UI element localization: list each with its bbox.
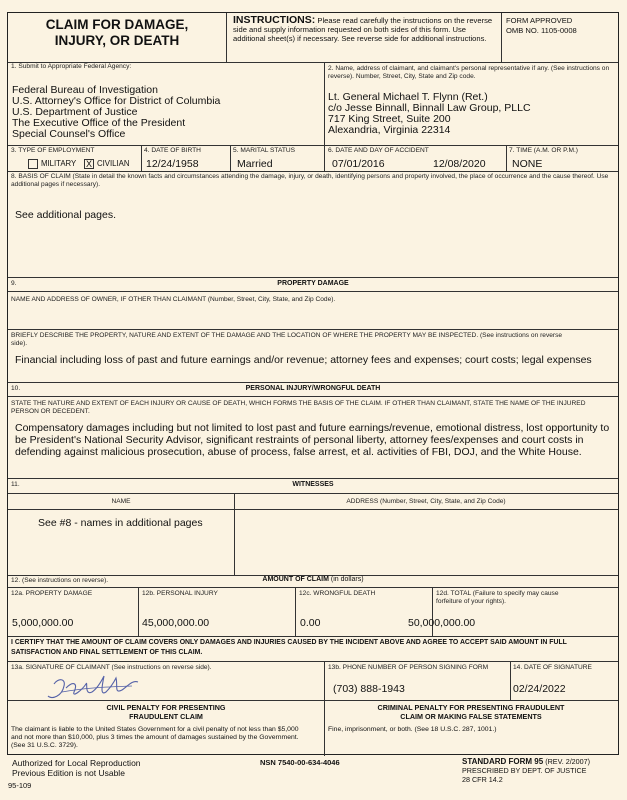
total-amount: 50,000,000.00 xyxy=(408,617,476,629)
property-damage-amount: 5,000,000.00 xyxy=(12,617,74,629)
agency-line: The Executive Office of the President xyxy=(12,117,186,129)
agency-list xyxy=(12,85,220,140)
agency-label: 1. Submit to Appropriate Federal Agency: xyxy=(11,63,132,70)
total-amount-label: 12d. TOTAL (Failure to specify may cause forfeiture of your rights). xyxy=(436,590,559,605)
military-option[interactable] xyxy=(28,159,76,169)
footer-authorized: Authorized for Local Reproduction xyxy=(12,758,141,768)
section-11-number: 11. xyxy=(11,481,20,488)
claimant-line: c/o Jesse Binnall, Binnall Law Group, PLLC xyxy=(328,102,531,114)
civil-penalty-heading xyxy=(8,703,324,721)
wrongful-death-amount: 0.00 xyxy=(300,617,321,629)
personal-injury-amount-label: 12b. PERSONAL INJURY xyxy=(142,590,218,597)
omb-number: OMB NO. 1105-0008 xyxy=(506,26,577,35)
section-9-number: 9. xyxy=(11,280,17,287)
employment-label: 3. TYPE OF EMPLOYMENT xyxy=(11,147,95,154)
property-damage-heading: PROPERTY DAMAGE xyxy=(277,280,349,287)
claim-form xyxy=(7,12,619,755)
form-title-line2: INJURY, OR DEATH xyxy=(54,33,180,48)
basis-label: 8. BASIS OF CLAIM (State in detail the known facts and circumstances attending the damage, injury, or death, identifying persons and property involved, the place of occurrence and the cause thereof. Use additional pages if necessary). xyxy=(11,173,609,188)
footer-standard-form xyxy=(462,757,590,784)
claimant-address xyxy=(328,92,531,136)
military-checkbox[interactable] xyxy=(28,159,38,169)
footer-prescribed: PRESCRIBED BY DEPT. OF JUSTICE xyxy=(462,766,587,775)
witness-name-column: NAME xyxy=(111,498,131,505)
agency-line: Federal Bureau of Investigation xyxy=(12,84,158,96)
form-title xyxy=(8,17,226,49)
agency-line: U.S. Department of Justice xyxy=(12,106,138,118)
time-value: NONE xyxy=(512,158,543,170)
owner-label: NAME AND ADDRESS OF OWNER, IF OTHER THAN CLAIMANT (Number, Street, City, State, and Zip Code). xyxy=(11,296,336,303)
footer-cfr: 28 CFR 14.2 xyxy=(462,775,503,784)
agency-line: Special Counsel's Office xyxy=(12,128,126,140)
civilian-option[interactable] xyxy=(84,159,130,169)
footer-standard-form-revision: (REV. 2/2007) xyxy=(545,757,591,766)
witness-name-value: See #8 - names in additional pages xyxy=(38,517,203,529)
personal-injury-heading: PERSONAL INJURY/WRONGFUL DEATH xyxy=(245,385,381,392)
time-label: 7. TIME (A.M. OR P.M.) xyxy=(509,147,578,154)
claimant-line: 717 King Street, Suite 200 xyxy=(328,113,451,125)
footer-form-code: 95-109 xyxy=(8,781,32,790)
section-10-number: 10. xyxy=(11,385,21,392)
claimant-signature xyxy=(44,670,144,704)
form-title-line1: CLAIM FOR DAMAGE, xyxy=(45,17,189,32)
claimant-label: 2. Name, address of claimant, and claimant's personal representative if any. (See instructions on reverse). Number, Street, City, State and Zip code. xyxy=(328,65,610,80)
accident-label: 6. DATE AND DAY OF ACCIDENT xyxy=(328,147,429,154)
marital-label: 5. MARITAL STATUS xyxy=(233,147,296,154)
wrongful-death-amount-label: 12c. WRONGFUL DEATH xyxy=(299,590,376,597)
property-damage-amount-label: 12a. PROPERTY DAMAGE xyxy=(11,590,93,597)
signature-date-label: 14. DATE OF SIGNATURE xyxy=(513,664,592,671)
dob-label: 4. DATE OF BIRTH xyxy=(144,147,201,154)
claimant-line: Alexandria, Virginia 22314 xyxy=(328,124,451,136)
civil-penalty-heading-line2: FRAUDULENT CLAIM xyxy=(129,712,203,721)
witnesses-heading: WITNESSES xyxy=(292,481,334,488)
injury-value: Compensatory damages including but not limited to lost past and future earnings/revenue, emotional distress, lost opportunity to be President's National Security Advisor, significant restraints of personal liberty, attorney fees/expenses and court costs in defending against malicious prosecution, abuse of process, false arrest, et al. activities of FBI, DOJ, and the White House. xyxy=(15,422,610,458)
claimant-line: Lt. General Michael T. Flynn (Ret.) xyxy=(328,91,488,103)
military-label: MILITARY xyxy=(41,159,77,169)
accident-date-start: 07/01/2016 xyxy=(332,158,385,170)
agency-line: U.S. Attorney's Office for District of Columbia xyxy=(12,95,221,107)
phone-label: 13b. PHONE NUMBER OF PERSON SIGNING FORM xyxy=(328,664,489,671)
form-approved-label: FORM APPROVED xyxy=(506,16,573,25)
witness-address-column: ADDRESS (Number, Street, City, State, and Zip Code) xyxy=(346,498,506,505)
instructions-heading: INSTRUCTIONS: xyxy=(233,14,316,26)
amount-heading xyxy=(8,576,618,583)
property-describe-label: BRIEFLY DESCRIBE THE PROPERTY, NATURE AND EXTENT OF THE DAMAGE AND THE LOCATION OF WHERE THE PROPERTY MAY BE INSPECTED. (See instructions on reverse side). xyxy=(11,332,563,347)
marital-value: Married xyxy=(237,158,273,170)
footer-nsn: NSN 7540-00-634-4046 xyxy=(260,758,340,767)
signature-date: 02/24/2022 xyxy=(513,683,566,695)
criminal-penalty-heading-line2: CLAIM OR MAKING FALSE STATEMENTS xyxy=(400,712,542,721)
basis-value: See additional pages. xyxy=(15,209,116,221)
instructions-text: Please read carefully the instructions on the reverse side and supply information requested on both sides of this form. Use additional sheet(s) if necessary. See reverse side for additional instructions. xyxy=(233,16,493,43)
criminal-penalty-text: Fine, imprisonment, or both. (See 18 U.S.C. 287, 1001.) xyxy=(328,726,497,733)
amount-heading-title: AMOUNT OF CLAIM xyxy=(262,576,329,583)
accident-date-end: 12/08/2020 xyxy=(433,158,486,170)
footer-authorization xyxy=(12,758,141,778)
injury-label: STATE THE NATURE AND EXTENT OF EACH INJURY OR CAUSE OF DEATH, WHICH FORMS THE BASIS OF THE CLAIM. IF OTHER THAN CLAIMANT, STATE THE NAME OF THE INJURED PERSON OR DECEDENT. xyxy=(11,400,586,415)
civilian-checkbox[interactable]: X xyxy=(85,159,92,169)
criminal-penalty-heading xyxy=(324,703,618,721)
civil-penalty-text: The claimant is liable to the United States Government for a civil penalty of not less than $5,000 and not more than $10,000, plus 3 times the amount of damages sustained by the Government. (See 31 U.S.C. 3729). xyxy=(11,726,299,749)
signature-label: 13a. SIGNATURE OF CLAIMANT (See instructions on reverse side). xyxy=(11,664,212,671)
footer-standard-form-name: STANDARD FORM 95 xyxy=(462,757,544,766)
instructions xyxy=(233,16,498,43)
dob-value: 12/24/1958 xyxy=(146,158,199,170)
footer-previous-edition: Previous Edition is not Usable xyxy=(12,768,125,778)
civilian-label: CIVILIAN xyxy=(97,159,130,169)
section-12-number: 12. (See instructions on reverse). xyxy=(11,577,109,584)
property-describe-value: Financial including loss of past and future earnings and/or revenue; attorney fees and expenses; court costs; legal expenses xyxy=(15,354,592,366)
personal-injury-amount: 45,000,000.00 xyxy=(142,617,210,629)
certification-statement: I CERTIFY THAT THE AMOUNT OF CLAIM COVERS ONLY DAMAGES AND INJURIES CAUSED BY THE INCIDENT ABOVE AND AGREE TO ACCEPT SAID AMOUNT IN FULL SATISFACTION AND FINAL SETTLEMENT OF THIS CLAIM. xyxy=(11,639,567,656)
civil-penalty-heading-line1: CIVIL PENALTY FOR PRESENTING xyxy=(106,703,226,712)
form-approved xyxy=(506,16,577,36)
criminal-penalty-heading-line1: CRIMINAL PENALTY FOR PRESENTING FRAUDULENT xyxy=(377,703,565,712)
amount-heading-units: (in dollars) xyxy=(330,576,364,583)
phone-value: (703) 888-1943 xyxy=(333,683,405,695)
